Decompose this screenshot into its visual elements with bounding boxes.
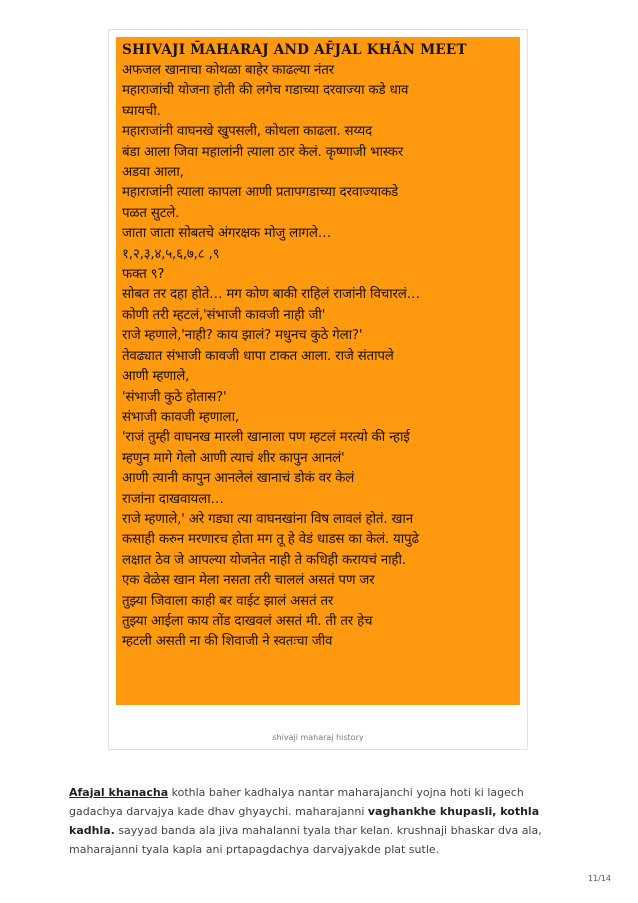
panel-line: 'राजं तुम्ही वाघनख मारली खानाला पण म्हटलं मरत्यो की न्हाई	[122, 430, 410, 446]
panel-line: बंडा आला जिवा महालांनी त्याला ठार केलं. कृष्णाजी भास्कर	[122, 144, 404, 160]
panel-line: अफजल खानाचा कोथळा बाहेर काढल्या नंतर	[122, 63, 334, 78]
panel-line: कोणी तरी म्हटलं,'संभाजी कावजी नाही जी'	[122, 307, 326, 323]
panel-line: जाता जाता सोबतचे अंगरक्षक मोजु लागले…	[122, 226, 331, 242]
panel-line: पळत सुटले.	[122, 205, 180, 221]
panel-line: महाराजांनी त्याला कापला आणी प्रतापगडाच्या दरवाज्याकडे	[122, 185, 398, 201]
panel-title: SHIVAJI M̄AHARAJ AND AF̄JAL KHĀN MEET	[122, 42, 467, 58]
panel-line: अडवा आला,	[122, 165, 184, 181]
panel-line: सोबत तर दहा होते… मग कोण बाकी राहिलं राजांनी विचारलं…	[122, 287, 420, 303]
panel-line: 'संभाजी कुठे होतास?'	[122, 389, 227, 405]
panel-line: आणी म्हणाले,	[122, 369, 190, 385]
panel-line: फक्त ९?	[122, 267, 165, 283]
figure-frame	[108, 29, 528, 750]
panel-line: राजे म्हणाले,' अरे गड्या त्या वाघनखांना विष लावलं होतं. खान	[122, 511, 413, 527]
panel-line: लक्षात ठेव जे आपल्या योजनेत नाही ते कधिही करायचं नाही.	[122, 552, 406, 568]
panel-line: राजांना दाखवायला…	[122, 491, 224, 507]
panel-line: म्हणुन मागे गेलो आणी त्याचं शीर कापुन आनलं'	[122, 450, 345, 466]
panel-line: तेवढ्यात संभाजी कावजी धापा टाकत आला. राजे संतापले	[122, 348, 394, 364]
figure-caption: shivaji maharaj history	[272, 733, 364, 742]
panel-line: आणी त्यानी कापुन आनलेलं खानाचं डोकं वर केलं	[122, 471, 355, 487]
article-text-1: kothla baher kadhalya nantar maharajanchi yojna hoti ki lagech gadachya darvajya kade dhav ghyaychi. maharajanni	[69, 786, 524, 818]
article-paragraph	[69, 783, 569, 859]
afajal-khanacha-link[interactable]: Afajal khanacha	[69, 786, 169, 799]
panel-line: संभाजी कावजी म्हणाला,	[122, 409, 239, 425]
panel-line: एक वेळेस खान मेला नसता तरी चाललं असतं पण जर	[122, 573, 375, 589]
panel-text-lines	[122, 61, 516, 653]
panel-line: राजे म्हणाले,'नाही? काय झालं? मधुनच कुठे गेला?'	[122, 328, 363, 344]
panel-line: कसाही करुन मरणारच होता मग तू हे वेडं धाडस का केलं. यापुढे	[122, 532, 419, 548]
article-bold-1: vaghankhe khupasli, kothla kadhla.	[69, 805, 540, 837]
panel-line: महाराजांनी वाघनखे खुपसली, कोथला काढला. सय्यद	[122, 124, 373, 140]
panel-line: १,२,३,४,५,६,७,८ ,९	[122, 246, 220, 262]
panel-line: म्हटली असती ना की शिवाजी ने स्वतःचा जीव	[122, 634, 333, 650]
panel-line: तुझ्या आईला काय तोंड दाखवलं असतं मी. ती तर हेच	[122, 613, 373, 629]
page-number: 11/14	[587, 874, 611, 883]
panel-line: तुझ्या जिवाला काही बर वाईट झालं असतं तर	[122, 593, 334, 609]
article-text-2: sayyad banda ala jiva mahalanni tyala thar kelan. krushnaji bhaskar dva ala, maharajanni tyala kapla ani prtapagdachya darvajyakde plat sutle.	[69, 824, 542, 856]
story-image-panel	[116, 37, 520, 705]
panel-line: घ्यायची.	[122, 103, 161, 119]
panel-line: महाराजांची योजना होती की लगेच गडाच्या दरवाज्या कडे धाव	[122, 83, 409, 99]
